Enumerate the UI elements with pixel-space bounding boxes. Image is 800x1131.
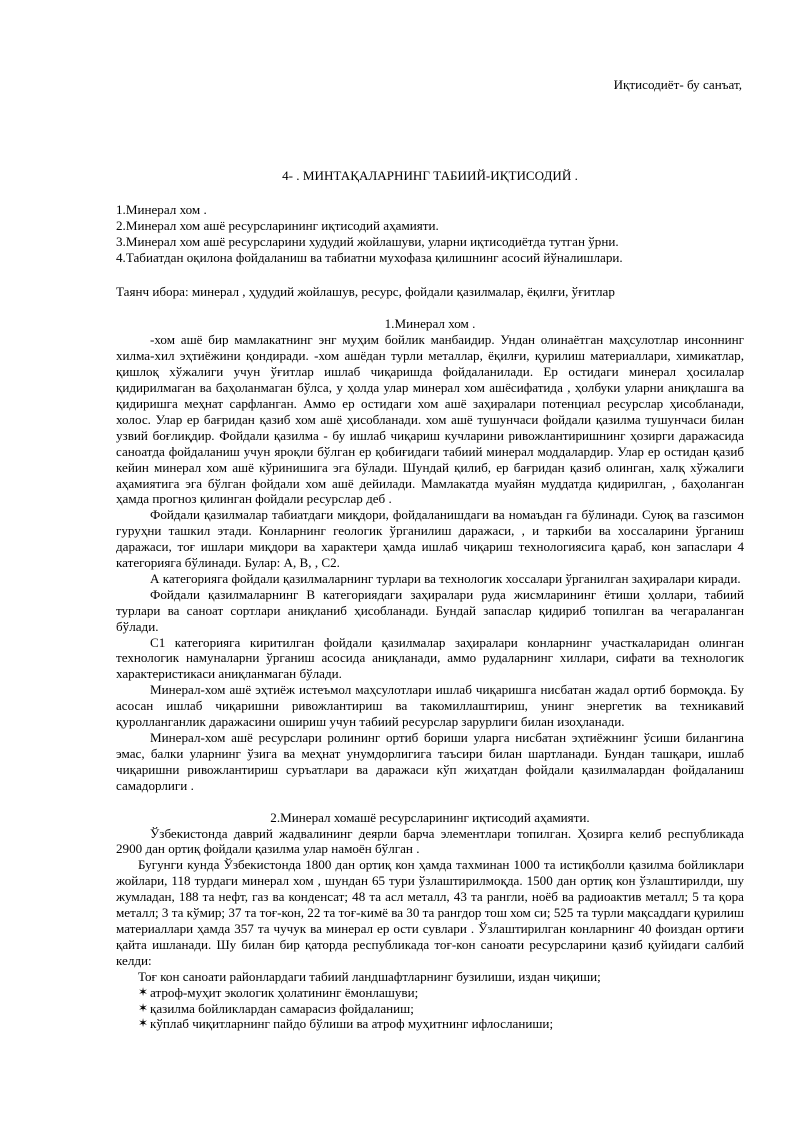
bullet-list bbox=[116, 985, 744, 1033]
plan-item: 3.Минерал хом ашё ресурсларини худудий жойлашуви, уларни иқтисодиётда тутган ўрни. bbox=[116, 233, 619, 249]
section1-heading: 1.Минерал хом . bbox=[384, 316, 476, 332]
plan-item: 1.Минерал хом . bbox=[116, 201, 207, 217]
paragraph: Ўзбекистонда даврий жадвалининг деярли барча элементлари топилган. Ҳозирга келиб республикада 2900 дан ортиқ фойдали қазилма улар намоён бўлган . bbox=[116, 825, 744, 857]
header-epigraph: Иқтисодиёт- бу санъат, bbox=[613, 77, 742, 92]
spacer bbox=[116, 794, 744, 810]
paragraph: Бугунги кунда Ўзбекистонда 1800 дан ортиқ кон ҳамда тахминан 1000 та истиқболли қазилма бойликлари жойлари, 118 турдаги минерал хом , шундан 65 тури ўзлаштирилмоқда. 1500 дан ортиқ кон ўзлаштирилди, шу жумладан, 188 та нефт, газ ва конденсат; 48 та асл металл, 43 та рангли, ноёб ва радиоактив металл; 5 та қора металл; 3 та кўмир; 37 та тоғ-кон, 22 та тоғ-кимё ва 30 та рангдор тош хом си; 525 та турли мақсаддаги қурилиш материаллари ҳамда 357 та чучук ва минерал ер ости сувлари . Ўзлаштирилган конларнинг 40 фоиздан ортиғи қайта ишланади. Шу билан бир қаторда республикада тоғ-кон саноати ресурсларини қазиб қуйидаги салбий келди: bbox=[116, 857, 745, 968]
paragraph: -хом ашё бир мамлакатнинг энг муҳим бойлик манбаидир. Ундан олинаётган маҳсулотлар инсоннинг хилма-хил эҳтиёжини қондиради. -хом ашёдан турли металлар, ёқилғи, қурилиш материаллари, химикатлар, қишлоқ хўжалиги учун ўғитлар ишлаб чиқаришда фойдаланилади. Ер остидаги минерал ҳосилалар қидирилмаган ва баҳоланмаган бўлса, у ҳолда улар минерал хом ашёсифатида , ҳолбуки уларни аниқлашга ва қидиришга меҳнат сарфланган. Аммо ер остидаги хом ашё заҳиралари потенциал ресурслар ҳисобланади, холос. Улар ер бағридан қазиб хом ашё ҳисобланади. хом ашё тушунчаси фойдали қазилма тушунчаси билан узвий боғлиқдир. Фойдали қазилма - бу ишлаб чиқариш кучларини ривожлантиришнинг ҳозирги даражасида саноатда фойдаланиш учун яроқли бўлган ер қобиғидаги табиий минерал моддалардир. Улар ер остидан қазиб кейин минерал хом ашё кўринишига эга бўлади. Шундай қилиб, ер бағридан қазиб олинган, халқ хўжалиги аҳамиятига эга бўлган фойдали хом ашё дейилади. Мамлакатда муайян муддатда қидирилган, , баҳоланган ҳамда прогноз қилинган фойдали ресурслар деб . bbox=[116, 332, 744, 507]
paragraph: А категорияга фойдали қазилмаларнинг турлари ва технологик хоссалари ўрганилган заҳиралари киради. bbox=[150, 570, 741, 586]
bullet-item bbox=[116, 985, 744, 1001]
bullet-text: атроф-муҳит экологик ҳолатининг ёмонлашуви; bbox=[150, 984, 419, 1000]
document-body bbox=[116, 168, 744, 1032]
bullet-text: қазилма бойликлардан самарасиз фойдаланиш; bbox=[150, 1000, 414, 1016]
bullet-item bbox=[116, 1001, 744, 1017]
paragraph: Минерал-хом ашё эҳтиёж истеъмол маҳсулотлари ишлаб чиқаришга нисбатан жадал ортиб бормоқда. Бу асосан ишлаб чиқаришни ривожлантириш ва такомиллаштириш, унинг энергетик ва техникавий қуролланганлик даражасини ошириш учун табиий ресурслар зарурлиги билан изоҳланади. bbox=[116, 682, 744, 730]
asterisk-bullet-icon: ✶ bbox=[138, 1000, 149, 1015]
plan-item: 2.Минерал хом ашё ресурсларининг иқтисодий аҳамияти. bbox=[116, 217, 439, 233]
section2-heading: 2.Минерал хомашё ресурсларининг иқтисодий аҳамияти. bbox=[270, 809, 590, 825]
asterisk-bullet-icon: ✶ bbox=[138, 984, 149, 999]
paragraph: Фойдали қазилмаларнинг В категориядаги заҳиралари руда жисмларининг ётиши ҳоллари, табиий турлари ва саноат сортлари аниқланиб ҳисобланади. Бундай запаслар қидириб топилган ва чегараланган бўлади. bbox=[116, 586, 744, 634]
paragraph: Минерал-хом ашё ресурслари ролининг ортиб бориши уларга нисбатан эҳтиёжнинг ўсиши билангина эмас, балки уларнинг ўзига ва меҳнат унумдорлигига таъсири билан шартланади. Бундан ташқари, ишлаб чиқаришни ривожлантириш суръатлари ва даражаси кўп жиҳатдан фойдали қазилмалардан фойдаланиш самадорлиги . bbox=[116, 730, 744, 793]
plan-item: 4.Табиатдан оқилона фойдаланиш ва табиатни мухофаза қилишнинг асосий йўналишлари. bbox=[116, 249, 623, 265]
paragraph: Фойдали қазилмалар табиатдаги миқдори, фойдаланишдаги ва номаъдан га бўлинади. Суюқ ва газсимон гуруҳни ташкил этади. Конларнинг геологик ўрганилиш даражаси, , и таркиби ва хоссаларини ўрганиш даражаси, тоғ ишлари миқдори ва характери ҳамда ишлаб чиқариш технологиясига қараб, кон запаслари 4 категорияга бўлинади. Булар: А, В, , С2. bbox=[116, 507, 744, 571]
chapter-title: 4- . МИНТАҚАЛАРНИНГ ТАБИИЙ-ИҚТИСОДИЙ . bbox=[282, 168, 578, 183]
bullet-text: кўплаб чиқитларнинг пайдо бўлиши ва атроф муҳитнинг ифлосланиши; bbox=[150, 1016, 554, 1032]
plan-list bbox=[116, 202, 744, 266]
keywords-line: Таянч ибора: минерал , ҳудудий жойлашув, ресурс, фойдали қазилмалар, ёқилғи, ўғитлар bbox=[116, 283, 615, 299]
paragraph: Тоғ кон саноати районлардаги табиий ландшафтларнинг бузилиши, издан чиқиши; bbox=[138, 968, 601, 984]
asterisk-bullet-icon: ✶ bbox=[138, 1016, 149, 1031]
bullet-item bbox=[116, 1016, 744, 1032]
paragraph: С1 категорияга киритилган фойдали қазилмалар заҳиралари конларнинг участкаларидан олинган технологик намуналарни ўрганиш асосида аниқланади, аммо рудаларнинг хиллари, сифати ва технологик характеристикаси аниқланмаган бўлади. bbox=[116, 634, 744, 682]
